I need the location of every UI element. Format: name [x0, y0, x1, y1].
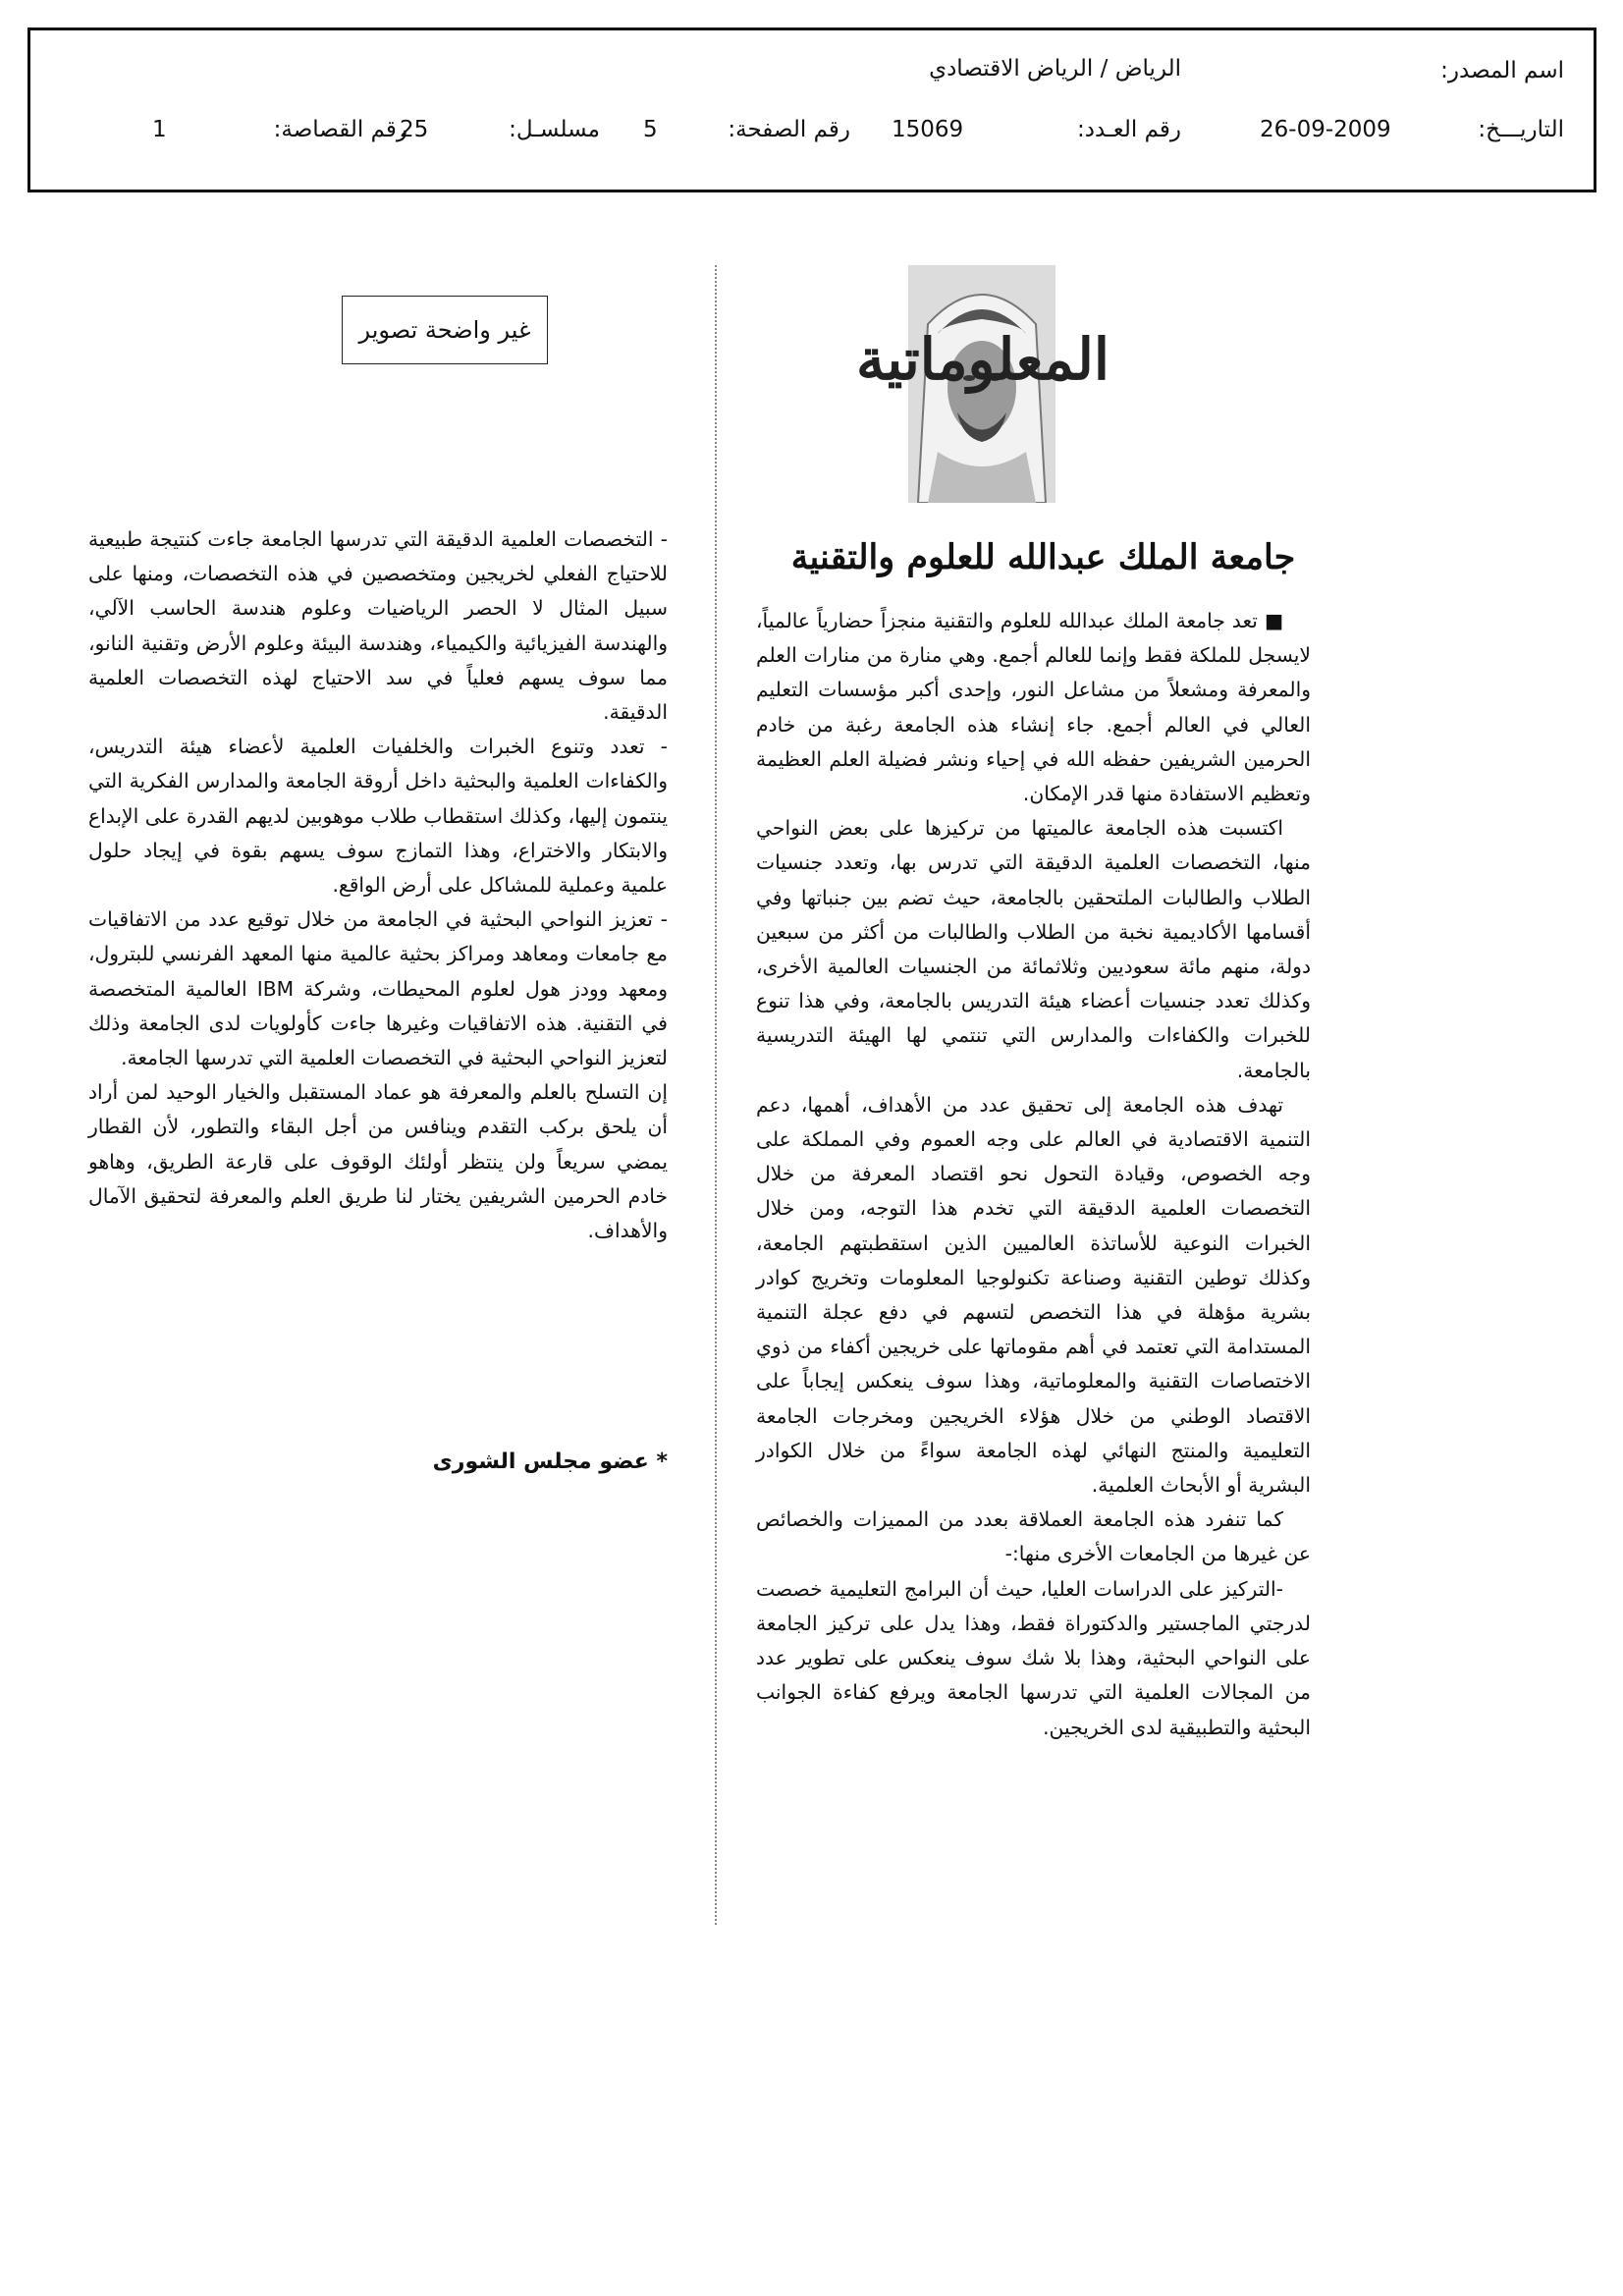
date-label: التاريـــخ: [1478, 117, 1564, 142]
author-signature: * عضو مجلس الشورى [432, 1449, 668, 1474]
serial-label: مسلسـل: [509, 117, 600, 142]
clipping-header [27, 27, 1596, 192]
continuation-paragraph: إن التسلح بالعلم والمعرفة هو عماد المستقبل والخيار الوحيد لمن أراد أن يلحق بركب التقدم وينافس من أجل البقاء والتطور، لأن القطار يمضي سريعاً ولن ينتظر أولئك الوقوف على قارعة الطريق، وهاهو خادم الحرمين الشريفين يختار لنا طريق العلم والمعرفة لتحقيق الآمال والأهداف. [88, 1080, 668, 1243]
issue-value: 15069 [892, 117, 964, 142]
column-masthead [815, 265, 1109, 501]
article-headline: جامعة الملك عبدالله للعلوم والتقنية [790, 537, 1296, 577]
unclear-photo-notice: غير واضحة تصوير [342, 296, 548, 364]
column-title: المعلوماتية [856, 326, 1109, 393]
continuation-paragraph: - تعزيز النواحي البحثية في الجامعة من خلال توقيع عدد من الاتفاقيات مع جامعات ومعاهد ومراكز بحثية عالمية منها المعهد الفرنسي للبترول، ومعهد وودز هول لعلوم المحيطات، وشركة IBM العالمية المتخصصة في التقنية. هذه الاتفاقيات وغيرها جاءت كأولويات لدى الجامعة وذلك لتعزيز النواحي البحثية في التخصصات العلمية التي تدرسها الجامعة. [88, 907, 668, 1070]
article-column [715, 265, 1327, 1925]
issue-label: رقم العـدد: [1076, 117, 1181, 142]
page-label: رقم الصفحة: [728, 117, 850, 142]
source-value: الرياض / الرياض الاقتصادي [929, 56, 1181, 82]
clip-label: رقم القصاصة: [273, 117, 407, 142]
page-value: 5 [643, 117, 658, 142]
continuation-paragraph: - التخصصات العلمية الدقيقة التي تدرسها الجامعة جاءت كنتيجة طبيعية للاحتياج الفعلي لخريجين ومتخصصين في هذه التخصصات، ومنها على سبيل المثال لا الحصر الرياضيات وعلوم هندسة الحاسب الآلي، والهندسة الفيزيائية والكيمياء، وهندسة البيئة وعلوم الأرض وتقنية النانو، مما سوف يسهم فعلياً في سد الاحتياج لهذه التخصصات العلمية الدقيقة. [88, 527, 668, 725]
article-paragraph: اكتسبت هذه الجامعة عالميتها من تركيزها على بعض النواحي منها، التخصصات العلمية الدقيقة التي تدرس بها، وتعدد جنسيات الطلاب والطالبات الملتحقين بالجامعة، حيث تضم بين جنباتها وفي أقسامها الأكاديمية نخبة من الطلاب والطالبات من أكثر من سبعين دولة، منهم مائة سعوديين وثلاثمائة من الجنسيات العالمية الأخرى، وكذلك تعدد جنسيات أعضاء هيئة التدريس بالجامعة، وفي هذا تنوع للخبرات والكفاءات والمدارس التي تنتمي لها الهيئة التدريسية بالجامعة. [756, 816, 1311, 1082]
source-label: اسم المصدر: [1440, 58, 1564, 83]
date-value: 26-09-2009 [1260, 117, 1391, 142]
serial-value: 25 [400, 117, 429, 142]
article-paragraph: كما تنفرد هذه الجامعة العملاقة بعدد من المميزات والخصائص عن غيرها من الجامعات الأخرى منها:- [756, 1507, 1311, 1566]
article-paragraph: -التركيز على الدراسات العليا، حيث أن البرامج التعليمية خصصت لدرجتي الماجستير والدكتوراة فقط، وهذا يدل على تركيز الجامعة على النواحي البحثية، وهذا بلا شك سوف ينعكس على تطوير عدد من المجالات العلمية التي تدرسها الجامعة ويرفع كفاءة الجوانب البحثية والتطبيقية لدى الخريجين. [756, 1576, 1311, 1739]
continuation-column [88, 522, 668, 1248]
article-paragraph: تهدف هذه الجامعة إلى تحقيق عدد من الأهداف، أهمها، دعم التنمية الاقتصادية في العالم على وجه العموم وفي المملكة على وجه الخصوص، وقيادة التحول نحو اقتصاد المعرفة من خلال التخصصات العلمية الدقيقة التي تخدم هذا التوجه، ومن خلال الخبرات النوعية للأساتذة العالميين الذين استقطبتهم الجامعة، وكذلك توطين التقنية وصناعة تكنولوجيا المعلومات وتخريج كوادر بشرية مؤهلة في هذا التخصص لتسهم في دفع عجلة التنمية المستدامة التي تعتمد في أهم مقوماتها على خريجين أكفاء من ذوي الاختصاصات التقنية والمعلوماتية، وهذا سوف ينعكس إيجاباً على الاقتصاد الوطني من خلال هؤلاء الخريجين ومخرجات الجامعة التعليمية والمنتج النهائي لهذه الجامعة سواءً من خلال الكوادر البشرية أو الأبحاث العلمية. [756, 1092, 1311, 1498]
clip-value: 1 [152, 117, 167, 142]
continuation-paragraph: - تعدد وتنوع الخبرات والخلفيات العلمية لأعضاء هيئة التدريس، والكفاءات العلمية والبحثية داخل أروقة الجامعة والمدارس الفكرية التي ينتمون إليها، وكذلك استقطاب طلاب موهوبين لديهم القدرة على الإبداع والابتكار والاختراع، وهذا التمازج سوف يسهم بقوة في إيجاد حلول علمية وعملية للمشاكل على أرض الواقع. [88, 735, 668, 898]
article-paragraph: ■ تعد جامعة الملك عبدالله للعلوم والتقنية منجزاً حضارياً عالمياً، لايسجل للملكة فقط وإنما للعالم أجمع. وهي منارة من منارات العلم والمعرفة ومشعلاً من مشاعل النور، وإحدى أكبر مؤسسات التعليم العالي في العالم أجمع. جاء إنشاء هذه الجامعة رغبة من خادم الحرمين الشريفين حفظه الله في إحياء ونشر فضيلة العلم العظيمة وتعظيم الاستفادة منها قدر الإمكان. [756, 609, 1311, 806]
article-body [756, 604, 1311, 1745]
